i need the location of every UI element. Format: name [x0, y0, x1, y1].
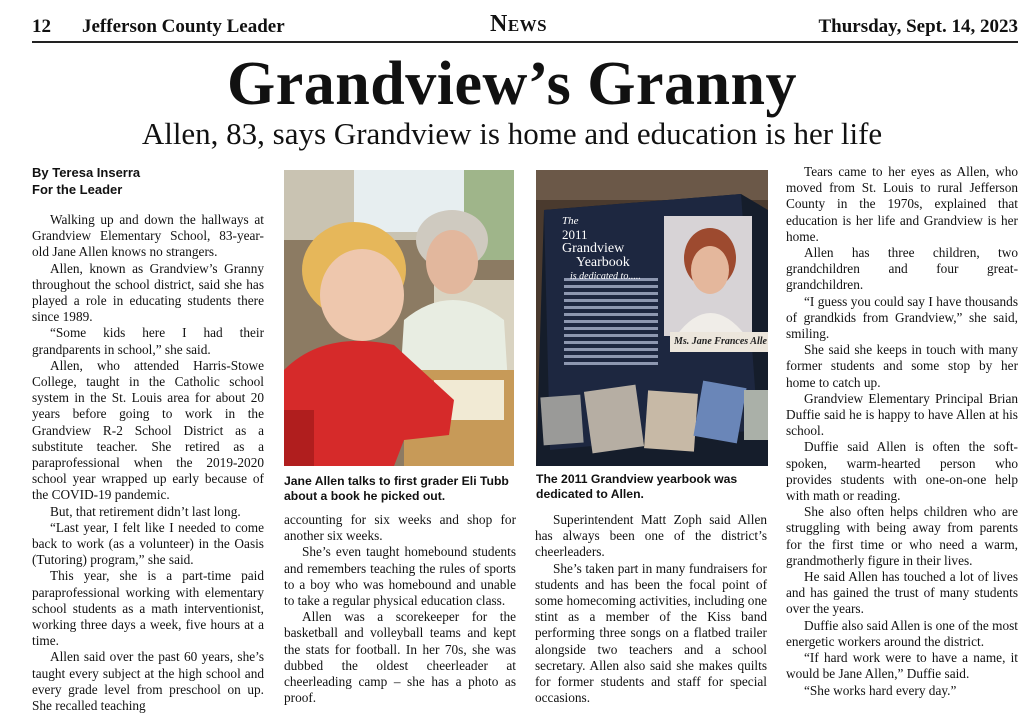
- paragraph: Duffie also said Allen is one of the most energetic workers around the district.: [786, 617, 1018, 649]
- paragraph: accounting for six weeks and shop for another six weeks.: [284, 512, 516, 544]
- page-number: 12: [32, 16, 51, 37]
- paragraph: “Last year, I felt like I needed to come back to work (as a volunteer) in the Oasis (Tutoring) program,” she said.: [32, 519, 264, 568]
- paragraph: This year, she is a part-time paid paraprofessional working with elementary school students as a math interventionist, working three days a week, five hours at a time.: [32, 568, 264, 649]
- paragraph: She’s taken part in many fundraisers for students and has been the focal point of some homecoming activities, including one stint as a member of the Kiss band performing three songs on a flatbed trailer alongside two teachers and a school secretary. Allen also said she makes quilts for former students and staff for special occasions.: [535, 560, 767, 706]
- article-column-1: [32, 212, 264, 714]
- photo-caption-2: The 2011 Grandview yearbook was dedicated to Allen.: [536, 472, 738, 501]
- subheadline: Allen, 83, says Grandview is home and education is her life: [141, 116, 883, 151]
- paragraph: Allen said over the past 60 years, she’s taught every subject at the high school and every grade level from preschool on up. She recalled teaching: [32, 649, 264, 714]
- paragraph: Allen, who attended Harris-Stowe College, taught in the Catholic school system in the St. Louis area for about 20 years before going to work in the Grandview R-2 School District as a substitute teacher. She retired as a paraprofessional when the 2019-2020 school year wrapped up early because of the COVID-19 pandemic.: [32, 357, 264, 503]
- article-column-2: [284, 512, 516, 706]
- paragraph: She said she keeps in touch with many former students and some stop by her home to catch up.: [786, 342, 1018, 390]
- yearbook-title-line: Yearbook: [576, 255, 630, 270]
- paragraph: “I guess you could say I have thousands of grandkids from Grandview,” she said, smiling.: [786, 293, 1018, 342]
- yearbook-title-line: is dedicated to.....: [570, 271, 641, 282]
- yearbook-title: [562, 214, 662, 284]
- masthead-strip: [32, 11, 1018, 42]
- photo-yearbook: [536, 170, 768, 466]
- paragraph: Allen was a scorekeeper for the basketball and volleyball teams and kept the stats for football. In her 70s, she was dubbed the oldest cheerleader at cheerleading camp – she has a photo as proof.: [284, 609, 516, 706]
- paragraph: “If hard work were to have a name, it would be Jane Allen,” Duffie said.: [786, 650, 1018, 682]
- paragraph: Tears came to her eyes as Allen, who moved from St. Louis to rural Jefferson County in the 1970s, explained that education is her life and Grandview is her home.: [786, 164, 1018, 244]
- article-column-3: [535, 512, 767, 706]
- paragraph: But, that retirement didn’t last long.: [50, 503, 241, 519]
- issue-date: Thursday, Sept. 14, 2023: [818, 16, 1018, 37]
- paper-name: Jefferson County Leader: [82, 16, 285, 37]
- paragraph: Grandview Elementary Principal Brian Duffie said he is happy to have Allen at his school.: [786, 390, 1018, 439]
- section-label: News: [490, 11, 548, 37]
- byline-affiliation: For the Leader: [32, 182, 123, 197]
- paragraph: Walking up and down the hallways at Grandview Elementary School, 83-year-old Jane Allen knows no strangers.: [32, 212, 264, 260]
- paragraph: “She works hard every day.”: [804, 682, 957, 698]
- paragraph: Allen, known as Grandview’s Granny throughout the school district, said she has played a role in educating students there since 1989.: [32, 260, 264, 325]
- paragraph: Superintendent Matt Zoph said Allen has always been one of the district’s cheerleaders.: [535, 512, 767, 560]
- yearbook-title-line: Grandview: [562, 241, 625, 256]
- photo-caption-1: Jane Allen talks to first grader Eli Tubb about a book he picked out.: [284, 474, 509, 503]
- yearbook-title-line: 2011: [562, 227, 588, 242]
- header-rule: [32, 41, 1018, 43]
- article-column-4: [786, 164, 1018, 699]
- paragraph: “Some kids here I had their grandparents in school,” she said.: [32, 325, 264, 357]
- headline: Grandview’s Granny: [227, 50, 797, 118]
- paragraph: He said Allen has touched a lot of lives and has gained the trust of many students over the years.: [786, 569, 1018, 617]
- paragraph: She also often helps children who are struggling with being away from parents for the first time or who need a warm, grandmotherly figure in their lives.: [786, 504, 1018, 568]
- yearbook-title-line: The: [562, 215, 579, 227]
- photo-allen-and-student: [284, 170, 514, 466]
- byline: [32, 164, 262, 198]
- paragraph: Duffie said Allen is often the soft-spoken, warm-hearted person who provides students with one-on-one help with math or reading.: [786, 439, 1018, 504]
- paragraph: Allen has three children, two grandchildren and four great-grandchildren.: [786, 245, 1018, 293]
- paragraph: She’s even taught homebound students and remembers teaching the rules of sports to a boy who was homebound and unable to take a regular physical education class.: [284, 544, 516, 609]
- yearbook-nameplate: Ms. Jane Frances Alle: [674, 336, 767, 347]
- byline-author: By Teresa Inserra: [32, 165, 141, 180]
